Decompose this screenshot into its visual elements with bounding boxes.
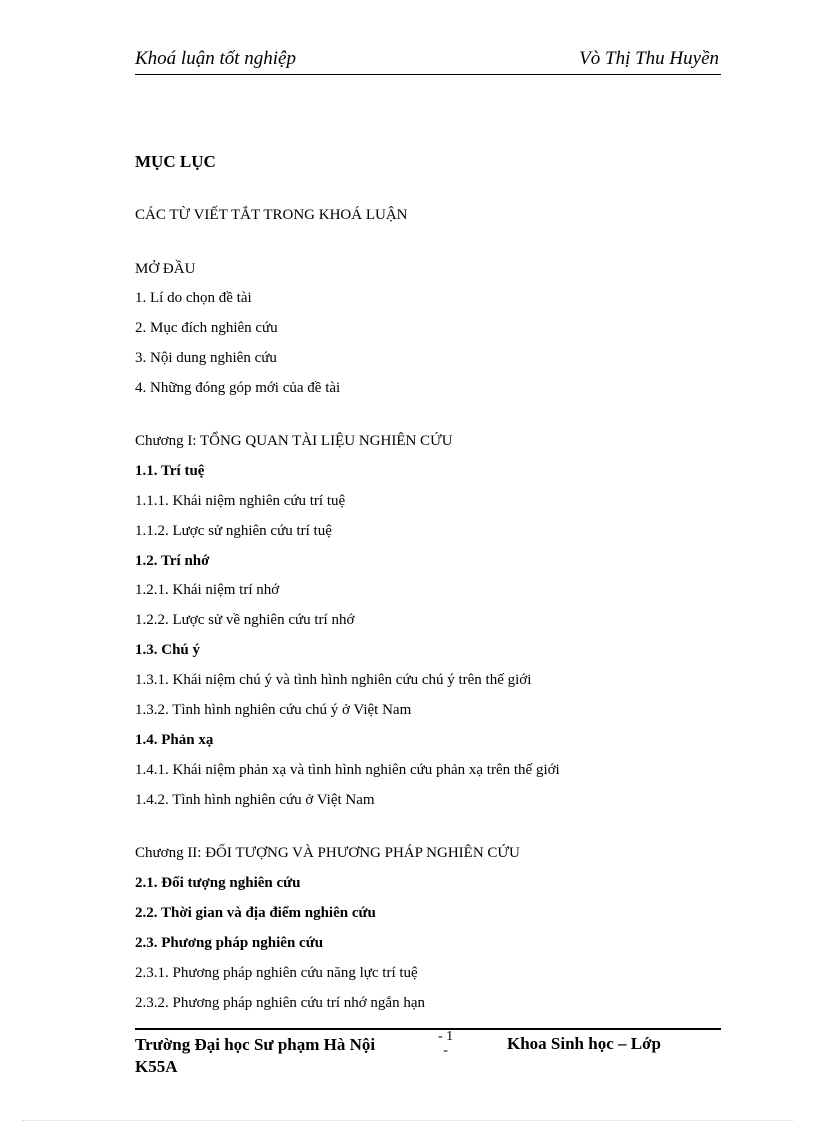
- footer-department: Khoa Sinh học – Lớp: [507, 1034, 661, 1053]
- toc-entry-introduction: MỞ ĐẦU: [135, 261, 196, 277]
- toc-title: MỤC LỤC: [135, 152, 216, 171]
- footer-school-name: Trường Đại học Sư phạm Hà Nội: [135, 1035, 376, 1054]
- toc-entry-section-1-2-1: 1.2.1. Khái niệm trí nhớ: [135, 582, 280, 598]
- toc-entry-intro-1: 1. Lí do chọn đề tài: [135, 290, 252, 306]
- toc-entry-section-1-3-2: 1.3.2. Tình hình nghiên cứu chú ý ở Việt Nam: [135, 702, 412, 718]
- header-author-name: Vò Thị Thu Huyền: [579, 48, 719, 69]
- toc-entry-intro-2: 2. Mục đích nghiên cứu: [135, 320, 278, 336]
- page-header: [135, 48, 721, 75]
- toc-entry-section-1-3-1: 1.3.1. Khái niệm chú ý và tình hình nghiên cứu chú ý trên thế giới: [135, 672, 532, 688]
- toc-entry-chapter-1: Chương I: TỔNG QUAN TÀI LIỆU NGHIÊN CỨU: [135, 433, 453, 449]
- page-number-value: - 1: [438, 1029, 454, 1044]
- page-number-suffix: -: [443, 1043, 448, 1058]
- page-bottom-edge: [22, 1120, 794, 1121]
- toc-entry-section-1-4-2: 1.4.2. Tình hình nghiên cứu ở Việt Nam: [135, 792, 375, 808]
- toc-entry-section-1-2-2: 1.2.2. Lược sử về nghiên cứu trí nhớ: [135, 612, 355, 628]
- toc-entry-chapter-2: Chương II: ĐỐI TƯỢNG VÀ PHƯƠNG PHÁP NGHIÊN CỨU: [135, 845, 520, 861]
- header-thesis-label: Khoá luận tốt nghiệp: [135, 48, 296, 69]
- toc-entry-section-2-1: 2.1. Đối tượng nghiên cứu: [135, 875, 301, 891]
- toc-entry-section-2-3: 2.3. Phương pháp nghiên cứu: [135, 935, 324, 951]
- toc-entry-abbreviations: CÁC TỪ VIẾT TẮT TRONG KHOÁ LUẬN: [135, 207, 408, 223]
- page-number: [438, 1030, 453, 1058]
- toc-entry-section-1-2: 1.2. Trí nhớ: [135, 553, 210, 569]
- footer-school: [135, 1034, 375, 1078]
- toc-entry-section-1-1-1: 1.1.1. Khái niệm nghiên cứu trí tuệ: [135, 493, 346, 509]
- toc-entry-section-1-4-1: 1.4.1. Khái niệm phản xạ và tình hình nghiên cứu phản xạ trên thế giới: [135, 762, 560, 778]
- toc-entry-intro-3: 3. Nội dung nghiên cứu: [135, 350, 277, 366]
- toc-entry-section-2-3-2: 2.3.2. Phương pháp nghiên cứu trí nhớ ngắn hạn: [135, 995, 426, 1011]
- toc-entry-section-1-3: 1.3. Chú ý: [135, 642, 201, 658]
- footer-class-code: K55A: [135, 1057, 178, 1076]
- toc-entry-section-1-1-2: 1.1.2. Lược sử nghiên cứu trí tuệ: [135, 523, 332, 539]
- footer-divider: [135, 1028, 721, 1030]
- toc-entry-section-1-4: 1.4. Phản xạ: [135, 732, 214, 748]
- toc-entry-section-1-1: 1.1. Trí tuệ: [135, 463, 205, 479]
- toc-entry-section-2-3-1: 2.3.1. Phương pháp nghiên cứu năng lực trí tuệ: [135, 965, 418, 981]
- toc-entry-section-2-2: 2.2. Thời gian và địa điểm nghiên cứu: [135, 905, 376, 921]
- toc-entry-intro-4: 4. Những đóng góp mới của đề tài: [135, 380, 341, 396]
